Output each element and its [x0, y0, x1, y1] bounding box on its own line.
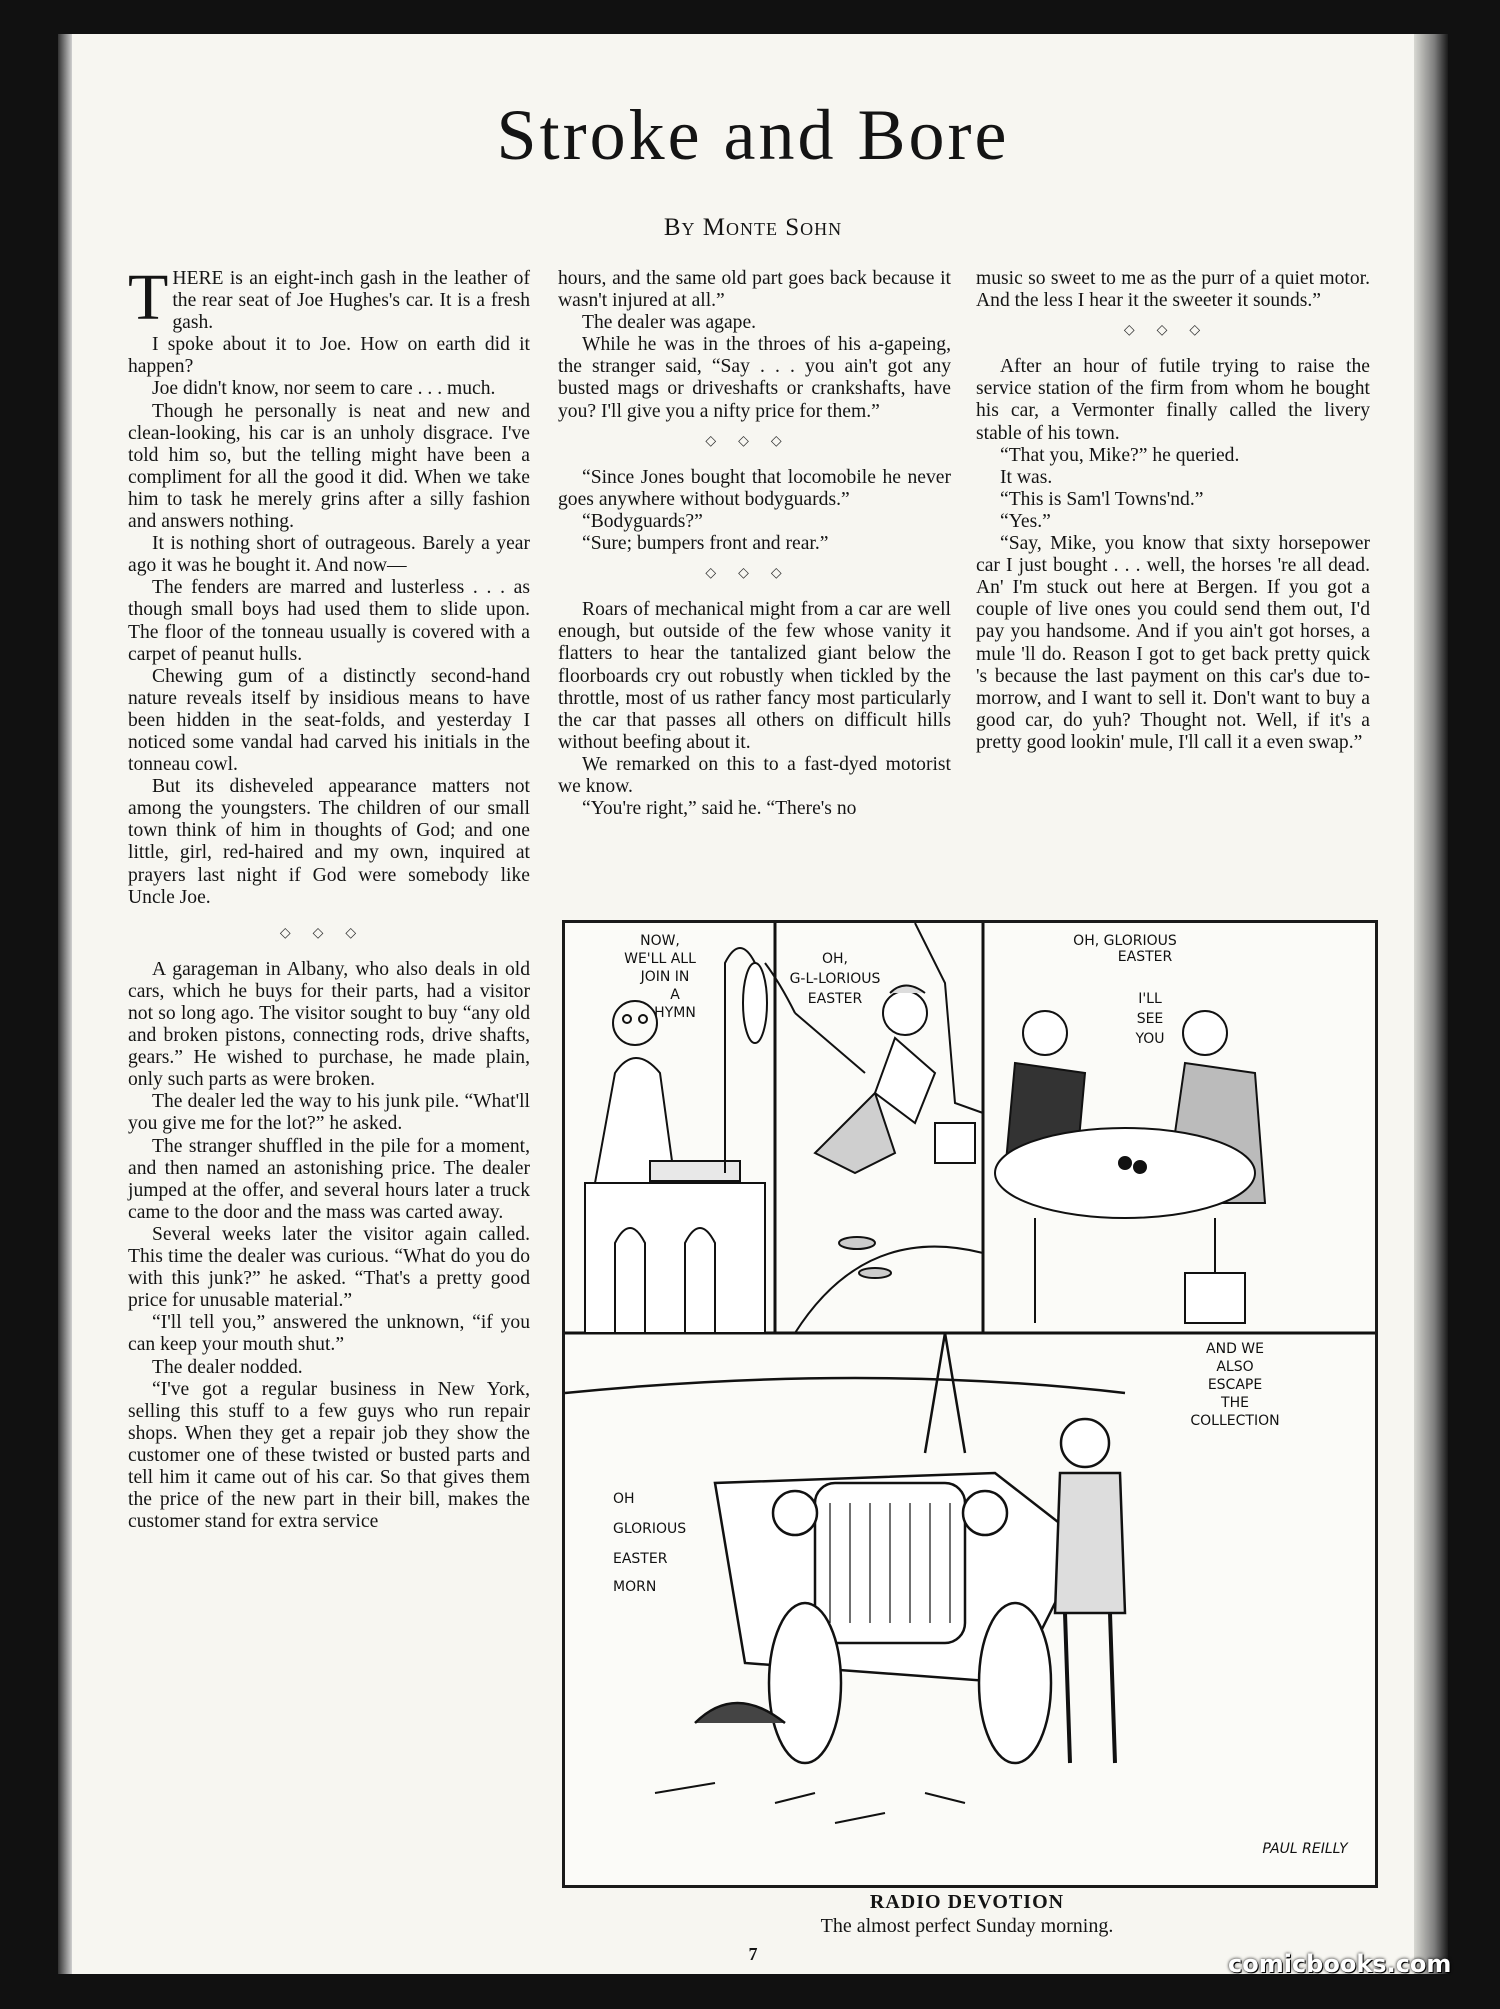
drop-cap: T: [128, 261, 169, 334]
paragraph: “You're right,” said he. “There's no: [582, 798, 857, 820]
panel1-speech-line: A: [670, 987, 680, 1003]
panel3-speech-line: EASTER: [1117, 949, 1173, 965]
paragraph: But its disheveled appearance matters not among the youngsters. The children of our small town think of him in thoughts of God; and one little, girl, red-haired and my own, inquired at prayers last night if God were somebody like Uncle Joe.: [128, 776, 530, 908]
paragraph: It is nothing short of outrageous. Barely a year ago it was he bought it. And now—: [128, 533, 530, 577]
page-number: 7: [748, 1944, 758, 1964]
paragraph: We remarked on this to a fast-dyed motorist we know.: [558, 753, 951, 797]
panel4-speech-line: MORN: [613, 1579, 657, 1595]
panel3-speech-line: OH, GLORIOUS: [1073, 933, 1177, 949]
panel4-speech-line: EASTER: [613, 1551, 668, 1567]
paragraph: “Sure; bumpers front and rear.”: [582, 533, 829, 555]
panel1-speech-line: JOIN IN: [640, 969, 690, 985]
panel4-speech-line: AND WE: [1206, 1341, 1264, 1357]
paragraph: hours, and the same old part goes back because it wasn't injured at all.”: [558, 268, 951, 312]
paragraph: “This is Sam'l Towns'nd.”: [1000, 488, 1204, 510]
paragraph: Chewing gum of a distinctly second-hand nature reveals itself by insidious means to have been hidden in the seat-folds, and yesterday I noticed some vandal had carved his initials in the tonneau cowl.: [128, 665, 530, 776]
panel2-speech-line: G-L-LORIOUS: [789, 971, 881, 987]
panel1-speech-line: NOW,: [640, 933, 680, 949]
paragraph: “Yes.”: [1000, 510, 1051, 532]
panel3-speech-line: I'LL: [1138, 991, 1162, 1007]
text-column-3: [976, 268, 1370, 908]
paragraph: It was.: [1000, 466, 1053, 488]
cartoon-illustration: [562, 920, 1378, 1888]
cartoon-caption: [562, 1890, 1372, 1938]
panel4-speech-line: ALSO: [1216, 1359, 1254, 1375]
paragraph: “That you, Mike?” he queried.: [1000, 444, 1240, 466]
paragraph: “I'll tell you,” answered the unknown, “if you can keep your mouth shut.”: [128, 1312, 530, 1356]
panel3-speech-line: YOU: [1135, 1031, 1165, 1047]
panel1-speech-line: HYMN: [654, 1005, 696, 1021]
panel1-speech-line: WE'LL ALL: [624, 951, 696, 967]
panel4-speech-line: ESCAPE: [1207, 1377, 1263, 1393]
paragraph: While he was in the throes of his a-gapeing, the stranger said, “Say . . . you ain't got any busted mags or driveshafts or crankshafts, have you? I'll give you a nifty price for them.”: [558, 334, 951, 422]
panel3-speech-line: SEE: [1136, 1011, 1164, 1027]
paragraph: THERE is an eight-inch gash in the leather of the rear seat of Joe Hughes's car. It is a fresh gash.: [128, 261, 530, 334]
text-column-2: [558, 268, 951, 908]
cartoon-drawing: [565, 923, 1375, 1885]
section-ornament: ◇◇◇: [1123, 323, 1223, 339]
paragraph: The fenders are marred and lusterless . . . as though small boys had used them to slide upon. The floor of the tonneau usually is covered with a carpet of peanut hulls.: [128, 577, 530, 665]
article-title: Stroke and Bore: [496, 95, 1010, 175]
paragraph: “Say, Mike, you know that sixty horsepower car I just bought . . . well, the horses 're all dead. An' I'm stuck out here at Bergen. If you got a couple of live ones you could send them out, I'd pay you handsome. And if you ain't got horses, a mule 'll do. Reason I got to get back pretty quick 's because the last payment on this car's due to-morrow, and I want to sell it. Don't want to buy a good car, do yuh? Thought not. Well, if it's a pretty good lookin' mule, I'll call it a even swap.”: [976, 533, 1370, 753]
section-ornament: ◇◇◇: [279, 925, 379, 941]
page-edge: [1414, 34, 1448, 1974]
article-byline: By Monte Sohn: [663, 214, 843, 241]
panel2-speech-line: OH,: [822, 951, 848, 967]
caption-title: RADIO DEVOTION: [869, 1891, 1065, 1913]
section-ornament: ◇◇◇: [705, 433, 804, 449]
panel4-speech-line: THE: [1221, 1395, 1249, 1411]
paragraph: The dealer nodded.: [152, 1356, 303, 1378]
paragraph: A garageman in Albany, who also deals in old cars, which he buys for their parts, had a visitor not so long ago. The visitor sought to buy “any old and broken pistons, connecting rods, drive shafts, gears.” He wished to purchase, he made plain, only such parts as were broken.: [128, 958, 530, 1091]
paragraph: The dealer led the way to his junk pile. “What'll you give me for the lot?” he asked.: [128, 1091, 530, 1135]
paragraph: The dealer was agape.: [582, 312, 757, 334]
magazine-page: [58, 34, 1448, 1974]
site-watermark: comicbooks.com: [1228, 1950, 1452, 1978]
page-binding: [58, 34, 72, 1974]
paragraph: Roars of mechanical might from a car are well enough, but outside of the few whose vanity it flatters to hear the tantalized giant below the floorboards cry out robustly when tickled by the throttle, most of us rather fancy most particularly the car that passes all others on difficult hills without beefing about it.: [558, 599, 951, 753]
paragraph: Though he personally is neat and new and clean-looking, his car is an unholy disgrace. I've told him so, but the telling might have been a compliment for all the good it did. When we take him to task he merely grins after a silly fashion and answers nothing.: [128, 400, 530, 533]
caption-subtitle: The almost perfect Sunday morning.: [820, 1915, 1114, 1937]
paragraph: Several weeks later the visitor again called. This time the dealer was curious. “What do you do with this junk?” he asked. “That's a pretty good price for unusable material.”: [128, 1223, 530, 1312]
paragraph: “I've got a regular business in New York, selling this stuff to a few guys who run repair shops. When they get a repair job they show the customer one of these twisted or busted parts and tell him it came out of his car. So that gives them the price of the new part in their bill, makes the customer stand for extra service: [128, 1378, 530, 1533]
panel-car: [565, 1333, 1125, 1823]
panel4-speech-line: COLLECTION: [1190, 1413, 1280, 1429]
paragraph: “Since Jones bought that locomobile he never goes anywhere without bodyguards.”: [558, 466, 951, 510]
panel4-speech-line: GLORIOUS: [613, 1521, 687, 1537]
paragraph: Joe didn't know, nor seem to care . . . much.: [152, 378, 496, 400]
paragraph: The stranger shuffled in the pile for a moment, and then named an astonishing price. The dealer jumped at the offer, and several hours later a truck came to the door and the mass was carted away.: [128, 1135, 530, 1223]
paragraph: music so sweet to me as the purr of a quiet motor. And the less I hear it the sweeter it sounds.”: [976, 268, 1370, 312]
text-column-1: [128, 261, 530, 1928]
paragraph: After an hour of futile trying to raise the service station of the firm from whom he bought his car, a Vermonter finally called the livery stable of his town.: [976, 356, 1370, 444]
section-ornament: ◇◇◇: [705, 566, 804, 582]
panel2-speech-line: EASTER: [807, 991, 863, 1007]
artist-signature: PAUL REILLY: [1262, 1841, 1348, 1857]
panel-card-players: [995, 1011, 1265, 1323]
paragraph: “Bodyguards?”: [582, 510, 703, 532]
paragraph: I spoke about it to Joe. How on earth did it happen?: [128, 334, 530, 378]
panel4-speech-line: OH: [613, 1491, 635, 1507]
